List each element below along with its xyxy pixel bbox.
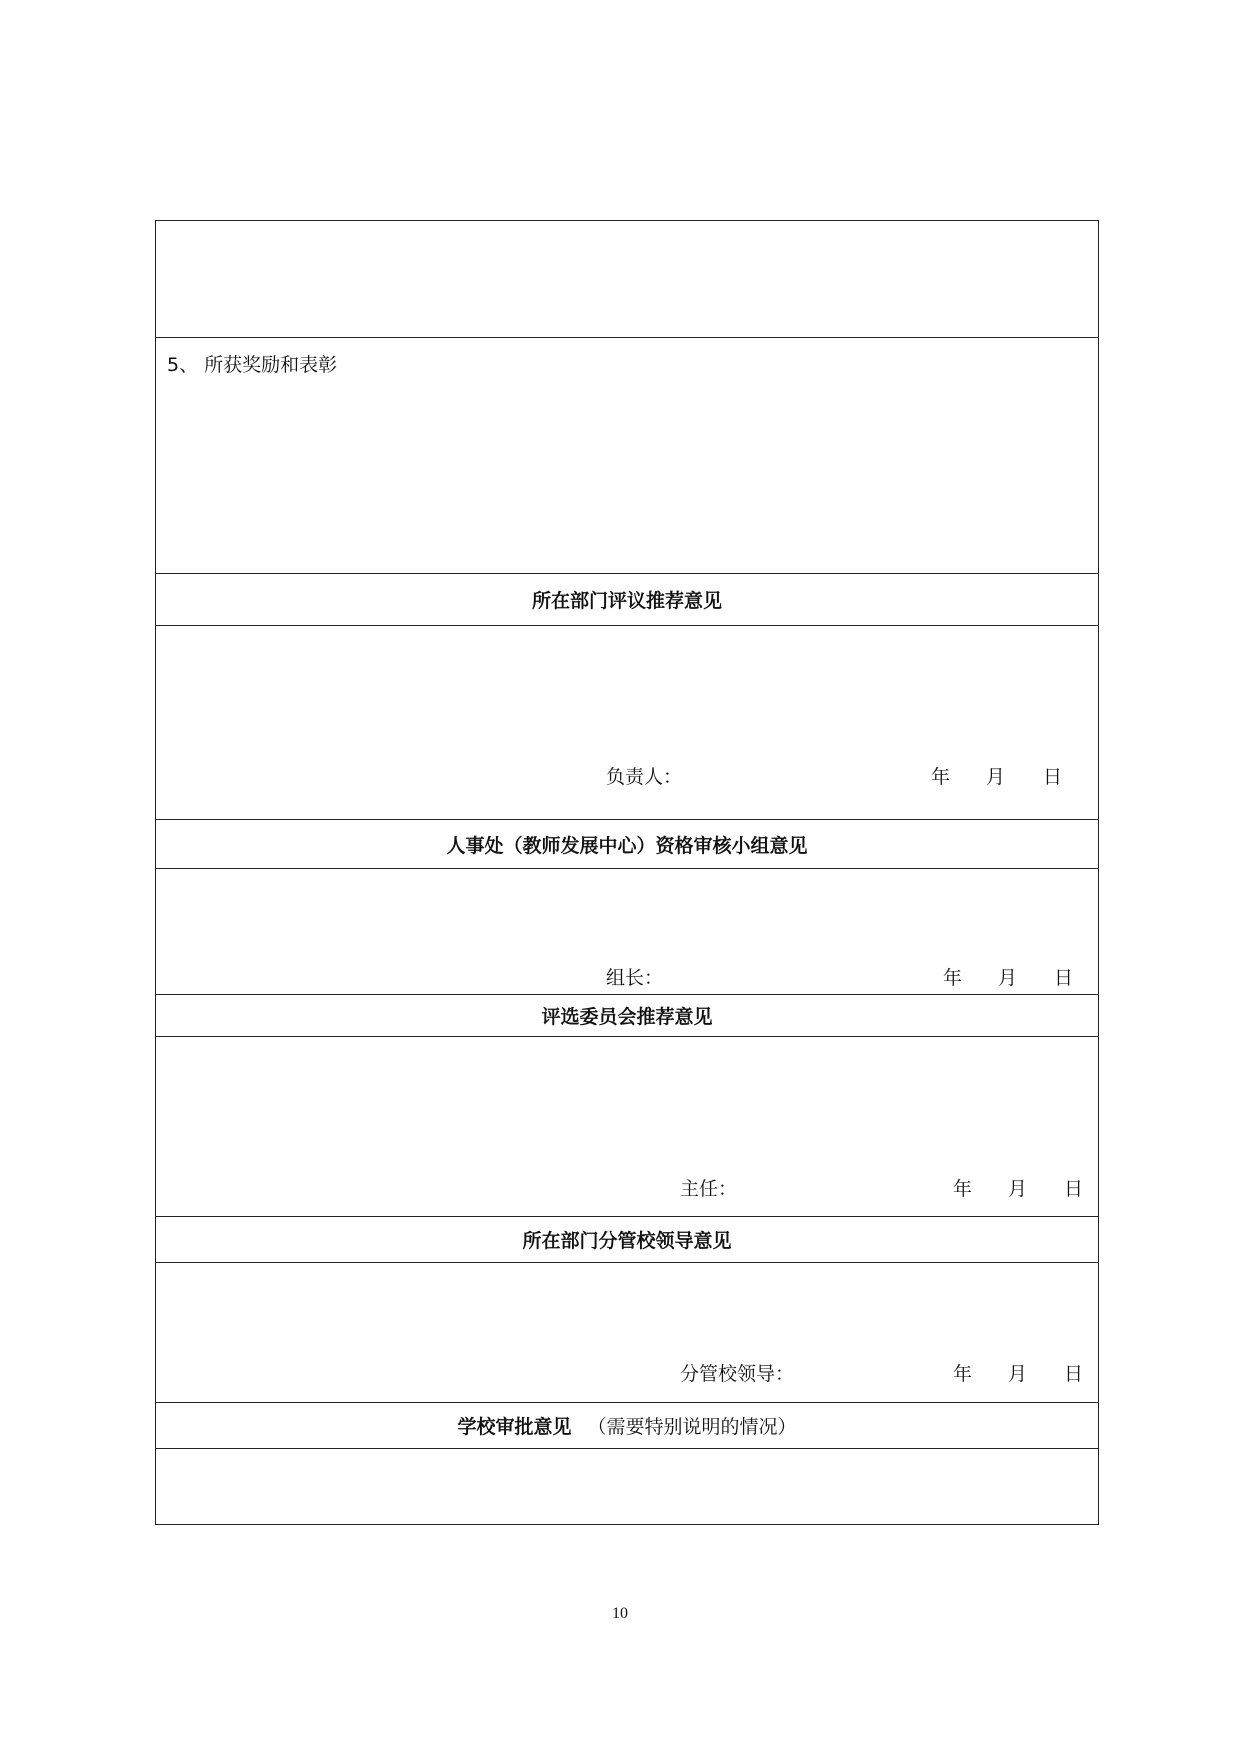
hr-month-label: 月 xyxy=(998,967,1018,989)
school-approval-header xyxy=(156,1402,1098,1448)
dept-opinion-header xyxy=(156,573,1098,625)
hr-review-title: 人事处（教师发展中心）资格审核小组意见 xyxy=(446,834,808,857)
dept-year-label: 年 xyxy=(931,766,951,788)
hr-day-label: 日 xyxy=(1054,967,1074,989)
leader-signer-label: 分管校领导： xyxy=(680,1363,795,1385)
dept-opinion-title: 所在部门评议推荐意见 xyxy=(531,590,722,612)
committee-cell[interactable] xyxy=(156,1036,1098,1216)
committee-day-label: 日 xyxy=(1064,1178,1084,1200)
leader-month-label: 月 xyxy=(1008,1363,1028,1385)
dept-opinion-cell[interactable] xyxy=(156,625,1098,819)
continuation-cell[interactable] xyxy=(156,221,1098,337)
dept-day-label: 日 xyxy=(1043,766,1063,788)
hr-year-label: 年 xyxy=(943,967,963,989)
leader-opinion-cell[interactable] xyxy=(156,1262,1098,1402)
school-approval-title: 学校审批意见 xyxy=(457,1416,572,1438)
leader-opinion-header xyxy=(156,1216,1098,1262)
leader-day-label: 日 xyxy=(1064,1363,1084,1385)
hr-review-header xyxy=(156,819,1098,868)
committee-month-label: 月 xyxy=(1008,1178,1028,1200)
leader-year-label: 年 xyxy=(953,1363,973,1385)
school-approval-note: （需要特别说明的情况） xyxy=(587,1416,797,1438)
committee-title: 评选委员会推荐意见 xyxy=(541,1006,713,1028)
school-approval-cell[interactable] xyxy=(156,1448,1098,1524)
dept-month-label: 月 xyxy=(986,766,1006,788)
hr-review-cell[interactable] xyxy=(156,868,1098,994)
awards-label: 5、 所获奖励和表彰 xyxy=(167,354,338,376)
leader-opinion-title: 所在部门分管校领导意见 xyxy=(522,1230,732,1252)
committee-year-label: 年 xyxy=(953,1178,973,1200)
dept-signer-label: 负责人： xyxy=(606,766,683,788)
awards-section[interactable] xyxy=(156,337,1098,573)
committee-header xyxy=(156,994,1098,1036)
evaluation-form-table xyxy=(155,220,1099,1525)
committee-signer-label: 主任： xyxy=(680,1178,738,1200)
page-number: 10 xyxy=(612,1605,628,1622)
hr-signer-label: 组长： xyxy=(606,967,664,989)
